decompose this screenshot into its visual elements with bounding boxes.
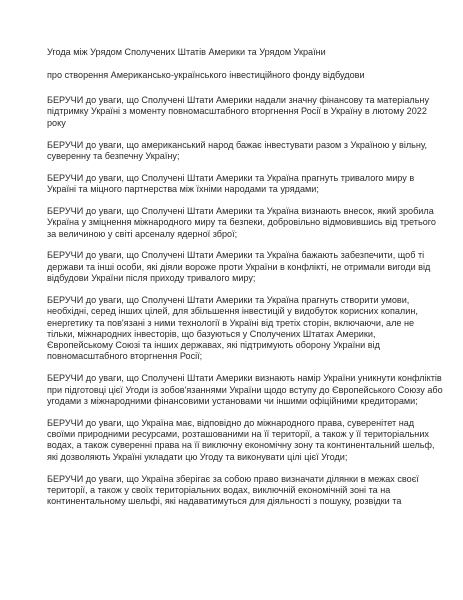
paragraph: БЕРУЧИ до уваги, що Сполучені Штати Америки та Україна прагнуть створити умови, необхідні, серед інших цілей, для збільшення інвестицій у видобуток корисних копалин, енергетику та пов'язані з ними технології в Україні від третіх сторін, включаючи, але не тільки, міжнародних інвесторів, що базуються у Сполучених Штатах Америки, Європейському Союзі та інших державах, які підтримують оборону України від повномасштабного вторгнення Росії; (47, 294, 418, 362)
paragraph: БЕРУЧИ до уваги, що Сполучені Штати Америки визнають намір України уникнути конфліктів при підготовці цієї Угоди із зобов'язаннями України щодо вступу до Європейського Союзу або угодами з міжнародними фінансовими установами чи іншими офіційними кредиторами; (47, 373, 443, 406)
paragraph: БЕРУЧИ до уваги, що Сполучені Штати Америки та Україна бажають забезпечити, щоб ті держави та інші особи, які діяли вороже проти України в конфлікті, не отримали вигоди від відбудови України після приходу тривалого миру; (47, 250, 431, 284)
paragraph: БЕРУЧИ до уваги, що Сполучені Штати Америки надали значну фінансову та матеріальну підтримку Україні з моменту повномасштабного вторгнення Росії в Україну в лютому 2022 року (47, 95, 430, 128)
paragraph: БЕРУЧИ до уваги, що Сполучені Штати Америки та Україна прагнуть тривалого миру в Україні та міцного партнерства між їхніми народами та урядами; (47, 172, 415, 195)
paragraph: БЕРУЧИ до уваги, що американський народ бажає інвестувати разом з Україною у вільну, суверенну та безпечну Україну; (47, 139, 428, 161)
document-title: Угода між Урядом Сполучених Штатів Америки та Урядом України (47, 47, 326, 57)
document-subtitle: про створення Американсько-українського інвестиційного фонду відбудови (47, 69, 365, 80)
document-page (47, 47, 443, 518)
paragraph: БЕРУЧИ до уваги, що Україна має, відповідно до міжнародного права, суверенітет над своїми природними ресурсами, розташованими на її території, а також у її територіальних водах, а також суверенні права на її виключну економічну зону та континентальний шельф, які дозволяють Україні укладати цю Угоду та виконувати цілі цієї Угоди; (47, 417, 435, 462)
paragraph: БЕРУЧИ до уваги, що Сполучені Штати Америки та Україна визнають внесок, який зробила Україна у зміцнення міжнародного миру та безпеки, добровільно відмовившись від третього за величиною у світі арсеналу ядерної зброї; (47, 205, 436, 239)
paragraph: БЕРУЧИ до уваги, що Україна зберігає за собою право визначати ділянки в межах своєї території, а також у своїх територіальних водах, виключній економічній зоні та на континентальному шельфі, які надаватимуться для діяльності з пошуку, розвідки та (47, 473, 419, 507)
